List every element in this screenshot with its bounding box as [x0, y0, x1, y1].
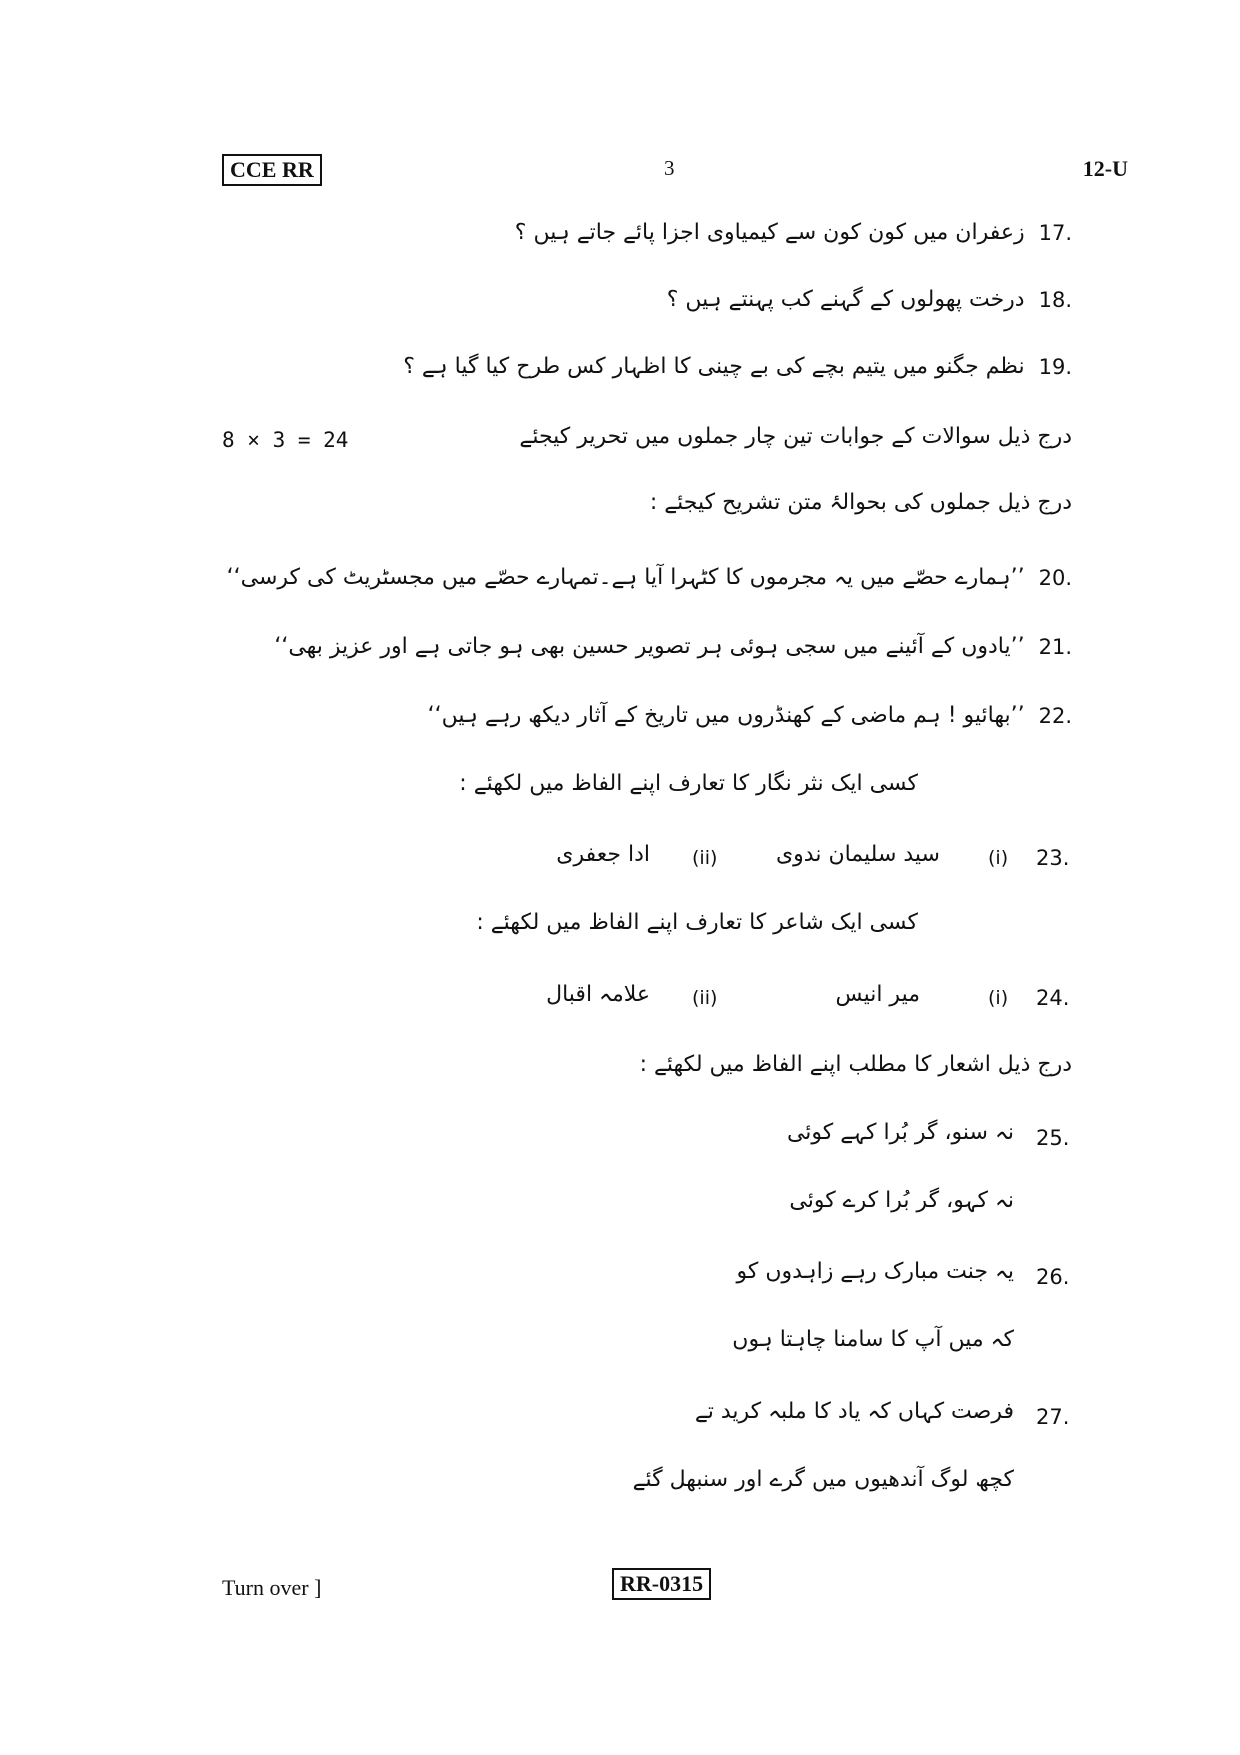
question-text: ’’ہمارے حصّے میں یہ مجرموں کا کٹہرا آیا ہے۔تمہارے حصّے میں مجسٹریٹ کی کرسی‘‘: [226, 565, 1025, 590]
prose-instruction: کسی ایک نثر نگار کا تعارف اپنے الفاظ میں لکھئے :: [459, 771, 918, 796]
question-number: 21.: [1038, 634, 1072, 659]
paper-code: 12-U: [1082, 156, 1128, 181]
option-ii-text: ادا جعفری: [556, 842, 650, 867]
footer-code: RR-0315: [612, 1568, 711, 1600]
question-24-number: 24.: [1036, 986, 1070, 1010]
question-17: [515, 220, 1072, 245]
page-number: 3: [664, 156, 675, 180]
option-i-text: سید سلیمان ندوی: [775, 842, 940, 867]
turn-over-note: Turn over ]: [222, 1575, 322, 1600]
question-number: 22.: [1038, 703, 1072, 728]
couplet-25-line-1: نہ سنو، گر بُرا کہے کوئی: [786, 1120, 1014, 1145]
couplet-26-line-2: کہ میں آپ کا سامنا چاہتا ہوں: [732, 1327, 1014, 1352]
exam-code-label: CCE RR: [222, 154, 322, 186]
couplets-instruction: درج ذیل اشعار کا مطلب اپنے الفاظ میں لکھئے :: [639, 1052, 1072, 1077]
question-number: 18.: [1038, 287, 1072, 312]
question-number: 17.: [1038, 220, 1072, 245]
couplet-27-line-2: کچھ لوگ آندھیوں میں گرے اور سنبھل گئے: [632, 1467, 1014, 1492]
section-marks: 8 × 3 = 24: [222, 428, 349, 452]
couplet-26-line-1: یہ جنت مبارک رہے زاہدوں کو: [736, 1259, 1014, 1284]
question-21: [274, 634, 1072, 659]
question-text: ’’یادوں کے آئینے میں سجی ہوئی ہر تصویر حسین بھی ہو جاتی ہے اور عزیز بھی‘‘: [274, 634, 1025, 659]
question-number: 20.: [1038, 565, 1072, 590]
option-i-label: (i): [988, 847, 1009, 869]
section-sub-instruction: درج ذیل جملوں کی بحوالۂ متن تشریح کیجئے :: [649, 490, 1072, 515]
couplet-27-line-1: فرصت کہاں کہ یاد کا ملبہ کرید تے: [694, 1399, 1014, 1424]
question-27-number: 27.: [1036, 1405, 1070, 1429]
option-ii-text: علامہ اقبال: [546, 982, 650, 1007]
question-20: [227, 565, 1072, 590]
question-19: [403, 354, 1072, 379]
option-ii-label: (ii): [692, 987, 718, 1009]
question-26-number: 26.: [1036, 1265, 1070, 1289]
option-ii-label: (ii): [692, 847, 718, 869]
question-text: ’’بھائیو ! ہم ماضی کے کھنڈروں میں تاریخ کے آثار دیکھ رہے ہیں‘‘: [427, 703, 1025, 728]
question-23-number: 23.: [1036, 846, 1070, 870]
section-instruction: درج ذیل سوالات کے جوابات تین چار جملوں میں تحریر کیجئے: [519, 424, 1072, 449]
couplet-25-line-2: نہ کہو، گر بُرا کرے کوئی: [789, 1188, 1014, 1213]
poet-instruction: کسی ایک شاعر کا تعارف اپنے الفاظ میں لکھئے :: [476, 910, 918, 935]
question-text: نظم جگنو میں یتیم بچے کی بے چینی کا اظہار کس طرح کیا گیا ہے ؟: [403, 354, 1025, 379]
question-text: درخت پھولوں کے گہنے کب پہنتے ہیں ؟: [666, 287, 1025, 312]
option-i-text: میر انیس: [835, 982, 920, 1007]
question-22: [428, 703, 1072, 728]
question-text: زعفران میں کون کون سے کیمیاوی اجزا پائے جاتے ہیں ؟: [514, 220, 1025, 245]
question-25-number: 25.: [1036, 1126, 1070, 1150]
question-number: 19.: [1038, 354, 1072, 379]
question-18: [667, 287, 1072, 312]
option-i-label: (i): [988, 987, 1009, 1009]
